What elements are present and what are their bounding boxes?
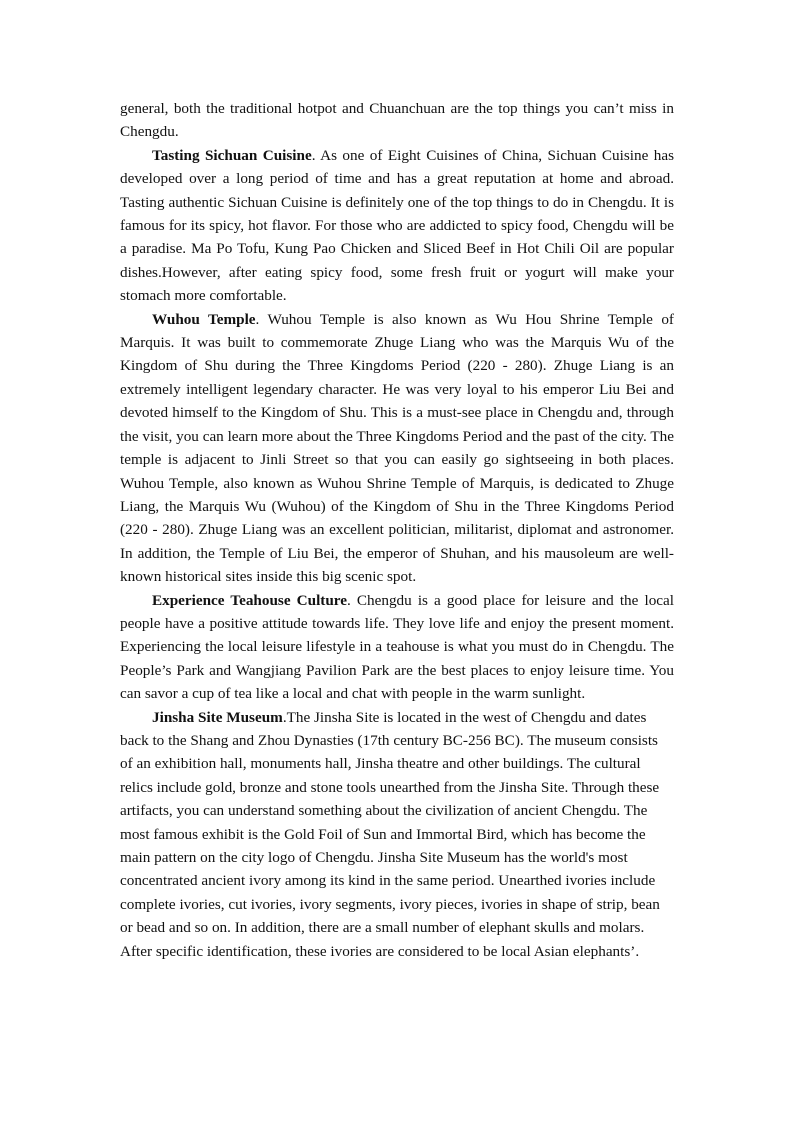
section-heading-wuhou-temple: Wuhou Temple [152,310,256,328]
section-heading-teahouse-culture: Experience Teahouse Culture [152,591,347,609]
paragraph-wuhou-temple [120,308,674,589]
paragraph-jinsha-museum [120,706,674,963]
paragraph-text: . Wuhou Temple is also known as Wu Hou Shrine Temple of Marquis. It was built to commemorate Zhuge Liang who was the Marquis Wu of the Kingdom of Shu during the Three Kingdoms Period (220 - 280). Zhuge Liang is an extremely intelligent legendary character. He was very loyal to his emperor Liu Bei and devoted himself to the Kingdom of Shu. This is a must-see place in Chengdu and, through the visit, you can learn more about the Three Kingdoms Period and the past of the city. The temple is adjacent to Jinli Street so that you can easily go sightseeing in both places. Wuhou Temple, also known as Wuhou Shrine Temple of Marquis, is dedicated to Zhuge Liang, the Marquis Wu (Wuhou) of the Kingdom of Shu in the Three Kingdoms Period (220 - 280). Zhuge Liang was an excellent politician, militarist, diplomat and astronomer. In addition, the Temple of Liu Bei, the emperor of Shuhan, and his mausoleum are well-known historical sites inside this big scenic spot. [120,310,674,586]
paragraph-hotpot-continuation [120,97,674,144]
paragraph-text: . As one of Eight Cuisines of China, Sichuan Cuisine has developed over a long period of time and has a great reputation at home and abroad. Tasting authentic Sichuan Cuisine is definitely one of the top things to do in Chengdu. It is famous for its spicy, hot flavor. For those who are addicted to spicy food, Chengdu will be a paradise. Ma Po Tofu, Kung Pao Chicken and Sliced Beef in Hot Chili Oil are popular dishes.However, after eating spicy food, some fresh fruit or yogurt will make your stomach more comfortable. [120,146,674,305]
document-page [120,97,674,963]
paragraph-text: .The Jinsha Site is located in the west of Chengdu and dates back to the Shang and Zhou Dynasties (17th century BC-256 BC). The museum consists of an exhibition hall, monuments hall, Jinsha theatre and other buildings. The cultural relics include gold, bronze and stone tools unearthed from the Jinsha Site. Through these artifacts, you can understand something about the civilization of ancient Chengdu. The most famous exhibit is the Gold Foil of Sun and Immortal Bird, which has become the main pattern on the city logo of Chengdu. Jinsha Site Museum has the world's most concentrated ancient ivory among its kind in the same period. Unearthed ivories include complete ivories, cut ivories, ivory segments, ivory pieces, ivories in shape of strip, bean or bead and so on. In addition, there are a small number of elephant skulls and molars. After specific identification, these ivories are considered to be local Asian elephants’. [120,708,660,960]
paragraph-text: general, both the traditional hotpot and Chuanchuan are the top things you can’t miss in Chengdu. [120,100,674,141]
section-heading-jinsha-museum: Jinsha Site Museum [152,708,283,726]
paragraph-text: . Chengdu is a good place for leisure and the local people have a positive attitude towards life. They love life and enjoy the present moment. Experiencing the local leisure lifestyle in a teahouse is what you must do in Chengdu. The People’s Park and Wangjiang Pavilion Park are the best places to enjoy leisure time. You can savor a cup of tea like a local and chat with people in the warm sunlight. [120,591,674,703]
paragraph-sichuan-cuisine [120,144,674,308]
section-heading-sichuan-cuisine: Tasting Sichuan Cuisine [152,146,312,164]
paragraph-teahouse-culture [120,589,674,706]
